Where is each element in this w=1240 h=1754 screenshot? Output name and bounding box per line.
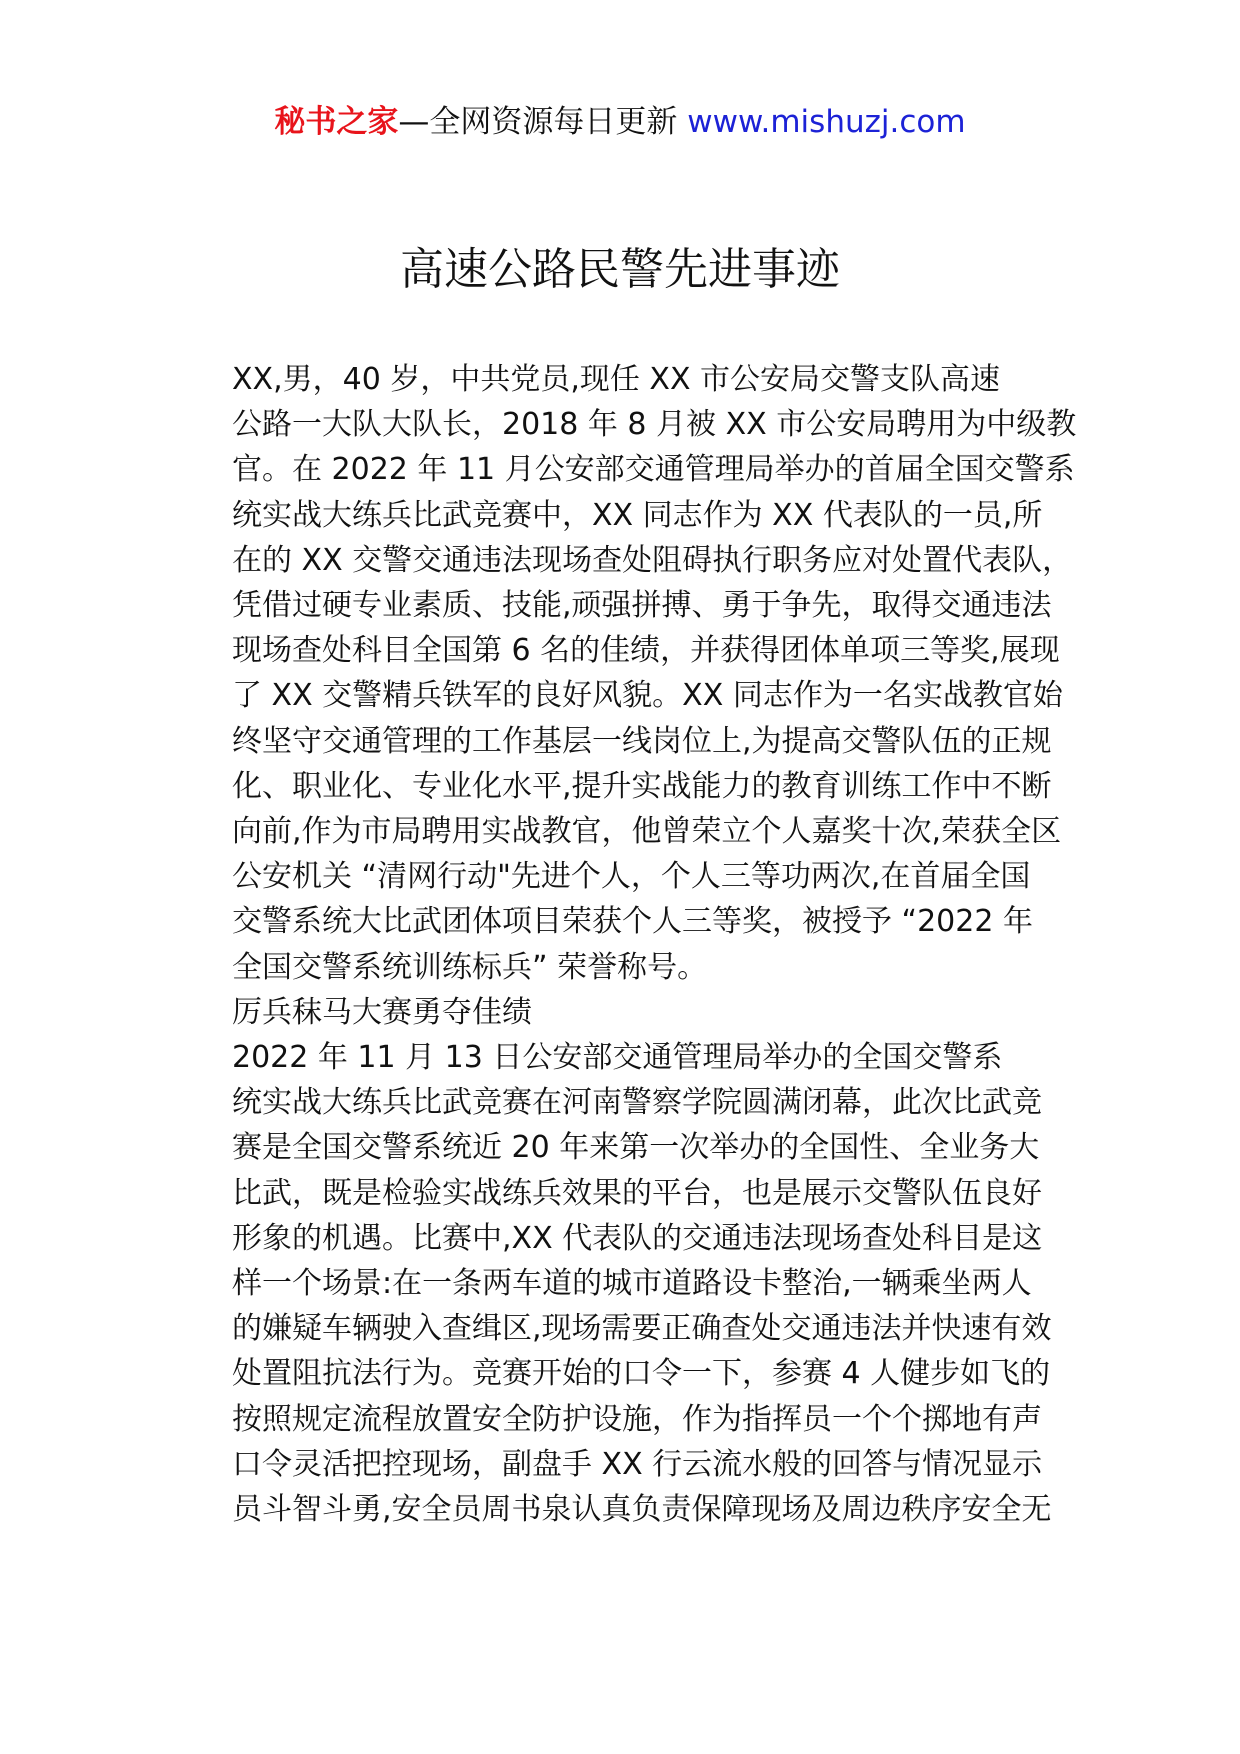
text-line: 2022 年 11 月 13 日公安部交通管理局举办的全国交警系 xyxy=(232,1040,1003,1076)
site-tagline: —全网资源每日更新 xyxy=(398,104,688,140)
text-line: 样一个场景:在一条两车道的城市道路设卡整治,一辆乘坐两人 xyxy=(232,1266,1032,1302)
site-url-link[interactable]: www.mishuzj.com xyxy=(687,104,966,140)
text-line: 了 XX 交警精兵铁军的良好风貌。XX 同志作为一名实战教官始 xyxy=(232,678,1063,714)
text-line: 现场查处科目全国第 6 名的佳绩，并获得团体单项三等奖,展现 xyxy=(232,633,1060,669)
text-line: 全国交警系统训练标兵” 荣誉称号。 xyxy=(232,949,708,985)
text-line: 口令灵活把控现场，副盘手 XX 行云流水般的回答与情况显示 xyxy=(232,1446,1043,1482)
body-paragraph xyxy=(165,357,1095,990)
site-header xyxy=(0,100,1240,144)
text-line: 形象的机遇。比赛中,XX 代表队的交通违法现场查处科目是这 xyxy=(232,1220,1043,1256)
text-line: 交警系统大比武团体项目荣获个人三等奖，被授予 “2022 年 xyxy=(232,904,1033,940)
document-title: 高速公路民警先进事迹 xyxy=(400,244,840,295)
text-line: 在的 XX 交警交通违法现场查处阻碍执行职务应对处置代表队， xyxy=(232,542,1073,578)
text-line: 处置阻抗法行为。竞赛开始的口令一下，参赛 4 人健步如飞的 xyxy=(232,1356,1051,1392)
text-line: 公安机关 “清网行动"先进个人，个人三等功两次,在首届全国 xyxy=(232,859,1031,895)
text-line: 员斗智斗勇,安全员周书泉认真负责保障现场及周边秩序安全无 xyxy=(232,1492,1052,1528)
text-line: 向前,作为市局聘用实战教官，他曾荣立个人嘉奖十次,荣获全区 xyxy=(232,814,1062,850)
text-line: 按照规定流程放置安全防护设施，作为指挥员一个个掷地有声 xyxy=(232,1401,1042,1437)
text-line: 厉兵秣马大赛勇夺佳绩 xyxy=(232,994,532,1030)
text-line: 统实战大练兵比武竞赛在河南警察学院圆满闭幕，此次比武竞 xyxy=(232,1085,1042,1121)
text-line: 的嫌疑车辆驶入查缉区,现场需要正确查处交通违法并快速有效 xyxy=(232,1311,1052,1347)
text-line: 官。在 2022 年 11 月公安部交通管理局举办的首届全国交警系 xyxy=(232,452,1075,488)
document-body xyxy=(165,357,1095,1532)
text-line: 化、职业化、专业化水平,提升实战能力的教育训练工作中不断 xyxy=(232,768,1052,804)
body-paragraph xyxy=(165,1035,1095,1532)
text-line: XX,男，40 岁，中共党员,现任 XX 市公安局交警支队高速 xyxy=(232,362,1001,397)
text-line: 终坚守交通管理的工作基层一线岗位上,为提高交警队伍的正规 xyxy=(232,723,1052,759)
body-paragraph xyxy=(165,990,1095,1035)
text-line: 统实战大练兵比武竞赛中，XX 同志作为 XX 代表队的一员,所 xyxy=(232,497,1043,533)
site-brand: 秘书之家 xyxy=(274,104,399,140)
text-line: 公路一大队大队长，2018 年 8 月被 XX 市公安局聘用为中级教 xyxy=(232,407,1077,443)
text-line: 凭借过硬专业素质、技能,顽强拼搏、勇于争先，取得交通违法 xyxy=(232,588,1052,624)
text-line: 赛是全国交警系统近 20 年来第一次举办的全国性、全业务大 xyxy=(232,1130,1040,1166)
text-line: 比武，既是检验实战练兵效果的平台，也是展示交警队伍良好 xyxy=(232,1175,1042,1211)
